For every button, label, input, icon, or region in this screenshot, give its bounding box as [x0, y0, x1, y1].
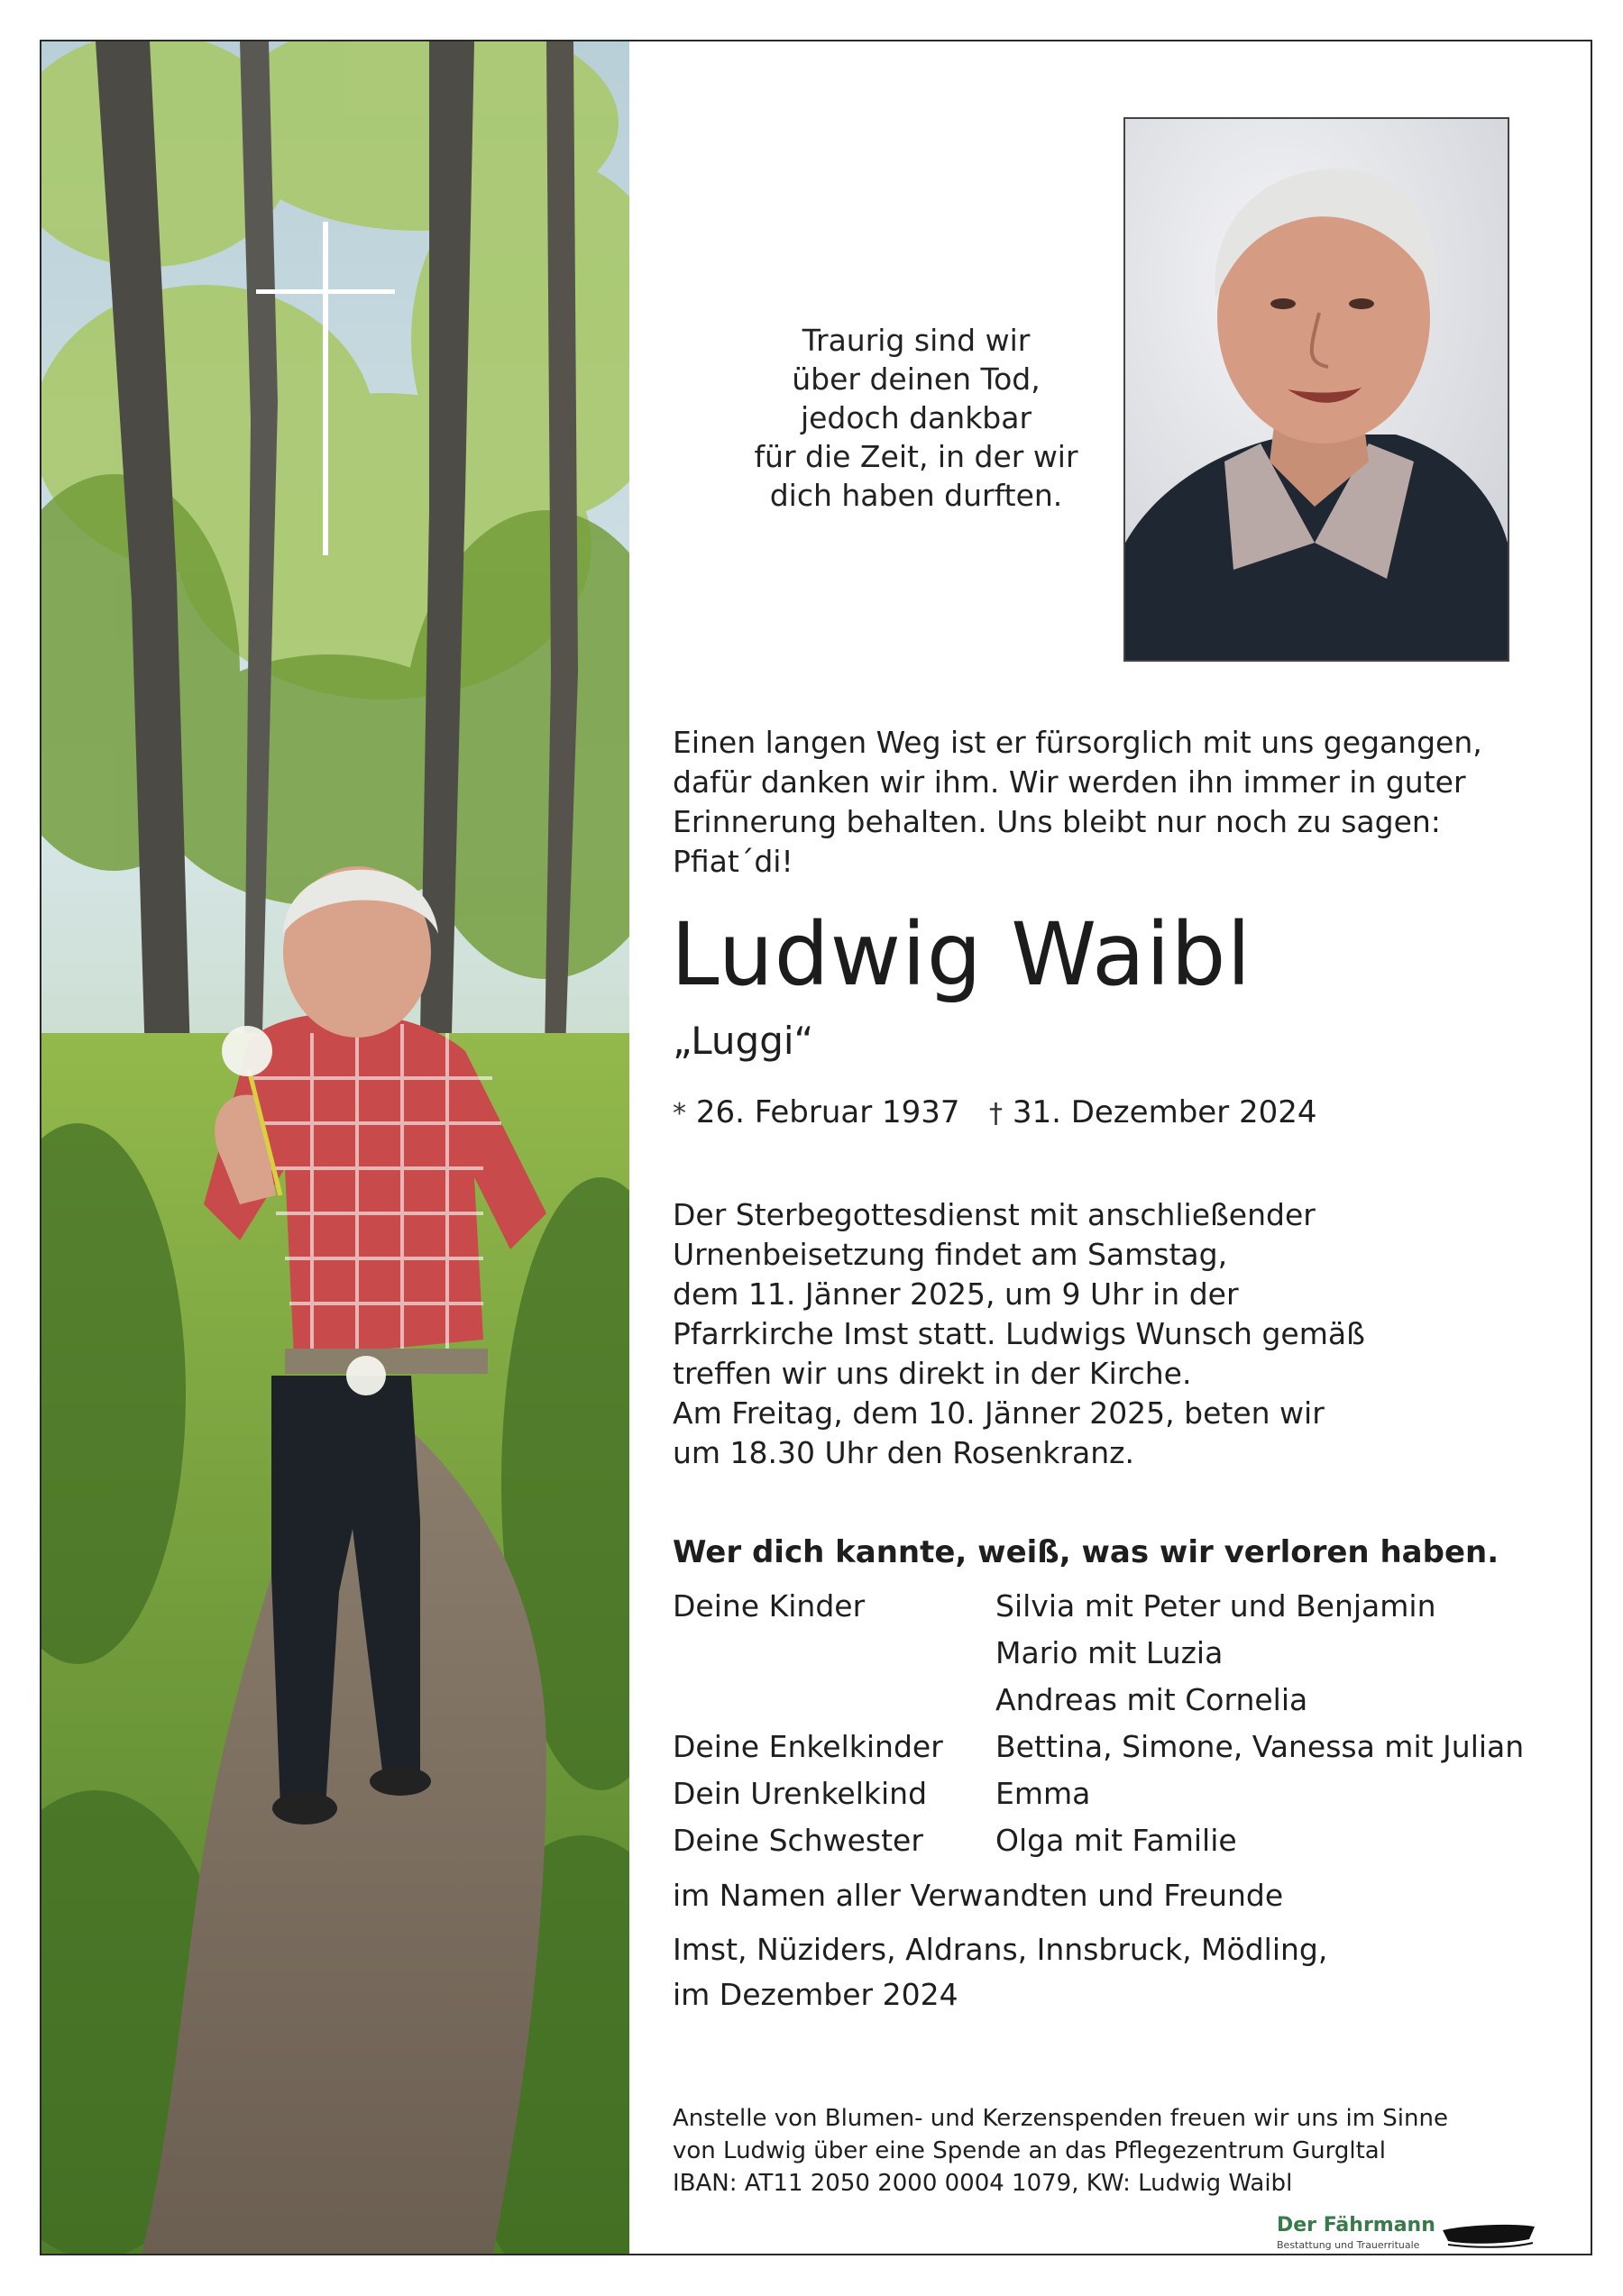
family-label: Dein Urenkelkind [673, 1776, 928, 1811]
logo-tagline: Bestattung und Trauerrituale [1277, 2239, 1420, 2251]
boat-icon [1439, 2218, 1538, 2254]
service-line: Der Sterbegottesdienst mit anschließender [673, 1197, 1316, 1232]
rosary-line: um 18.30 Uhr den Rosenkranz. [673, 1435, 1134, 1470]
forest-photo [41, 41, 629, 2254]
logo-brand: Der Fährmann [1277, 2214, 1435, 2237]
family-label: Deine Schwester [673, 1823, 923, 1858]
deceased-nickname: „Luggi“ [673, 1019, 814, 1063]
verse-line: jedoch dankbar [800, 400, 1032, 435]
death-date: 31. Dezember 2024 [1012, 1094, 1317, 1130]
donation-note [673, 2102, 1448, 2200]
memorial-verse [673, 321, 1160, 515]
service-line: Urnenbeisetzung findet am Samstag, [673, 1237, 1228, 1272]
family-names: Bettina, Simone, Vanessa mit Julian [995, 1729, 1525, 1764]
service-info [673, 1195, 1556, 1394]
motto: Wer dich kannte, weiß, was wir verloren haben. [673, 1534, 1499, 1570]
family-names: Andreas mit Cornelia [995, 1682, 1308, 1717]
life-dates [673, 1093, 1317, 1134]
closing-relatives: im Namen aller Verwandten und Freunde [673, 1878, 1284, 1913]
family-label: Deine Kinder [673, 1588, 866, 1624]
intro-line: Erinnerung behalten. Uns bleibt nur noch zu sagen: [673, 804, 1441, 839]
death-cross-icon: † [989, 1098, 1004, 1130]
donation-line: IBAN: AT11 2050 2000 0004 1079, KW: Ludwig Waibl [673, 2170, 1293, 2197]
family-label: Deine Enkelkinder [673, 1729, 943, 1764]
deceased-name: Ludwig Waibl [671, 904, 1252, 1005]
donation-line: von Ludwig über eine Spende an das Pflegezentrum Gurgltal [673, 2137, 1386, 2164]
verse-line: dich haben durften. [769, 478, 1063, 513]
verse-line: Traurig sind wir [802, 323, 1031, 358]
rosary-info [673, 1394, 1556, 1473]
rosary-line: Am Freitag, dem 10. Jänner 2025, beten wir [673, 1395, 1325, 1431]
obituary-frame [40, 40, 1592, 2255]
donation-line: Anstelle von Blumen- und Kerzenspenden freuen wir uns im Sinne [673, 2105, 1448, 2132]
verse-line: über deinen Tod, [792, 361, 1041, 397]
verse-line: für die Zeit, in der wir [754, 439, 1078, 474]
closing-places: Imst, Nüziders, Aldrans, Innsbruck, Mödling, [673, 1932, 1328, 1967]
service-line: Pfarrkirche Imst statt. Ludwigs Wunsch gemäß [673, 1316, 1365, 1351]
funeral-home-logo [1277, 2214, 1547, 2255]
intro-text [673, 723, 1556, 882]
intro-line: dafür danken wir ihm. Wir werden ihn immer in guter [673, 764, 1466, 800]
intro-line: Einen langen Weg ist er fürsorglich mit uns gegangen, [673, 725, 1482, 760]
portrait-photo [1123, 117, 1509, 662]
closing-date: im Dezember 2024 [673, 1977, 958, 2012]
family-names: Mario mit Luzia [995, 1635, 1224, 1670]
family-names: Silvia mit Peter und Benjamin [995, 1588, 1436, 1624]
intro-line: Pfiat´di! [673, 844, 793, 879]
birth-star-icon: * [673, 1098, 686, 1130]
birth-date: 26. Februar 1937 [695, 1094, 960, 1130]
service-line: dem 11. Jänner 2025, um 9 Uhr in der [673, 1276, 1239, 1312]
family-names: Emma [995, 1776, 1091, 1811]
service-line: treffen wir uns direkt in der Kirche. [673, 1356, 1192, 1391]
family-names: Olga mit Familie [995, 1823, 1237, 1858]
